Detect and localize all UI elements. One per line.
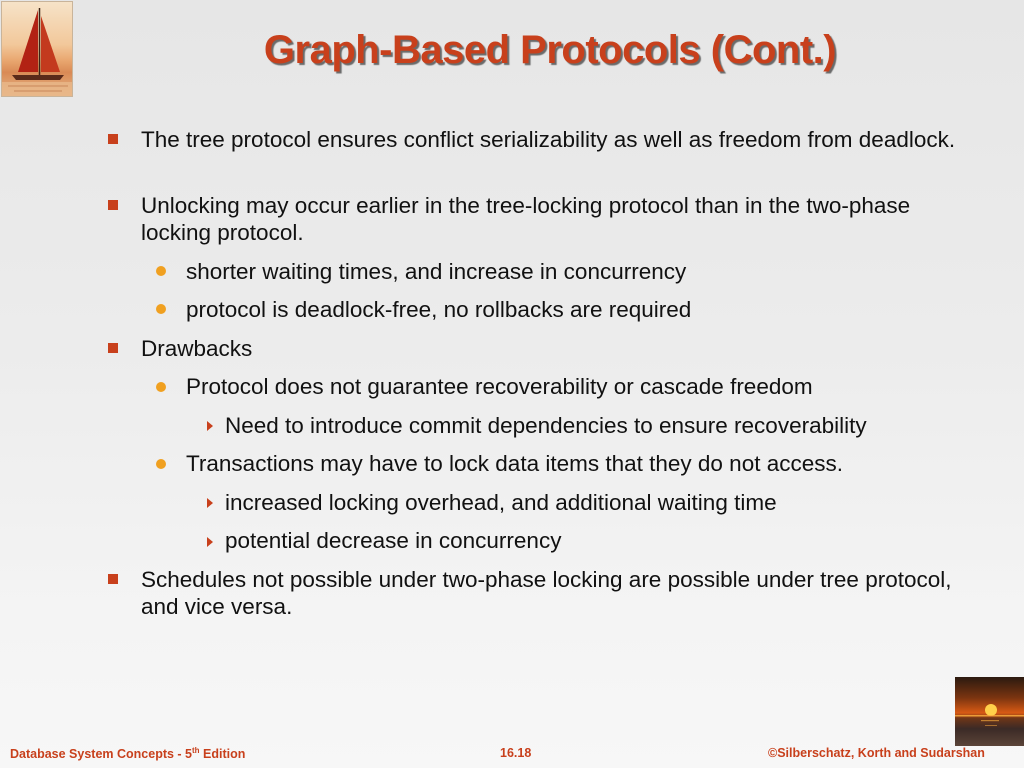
square-bullet-icon [108, 134, 118, 144]
sub-bullet-item: shorter waiting times, and increase in concurrency [186, 259, 687, 284]
bullet-item: Drawbacks [141, 336, 253, 361]
sub-bullet-item: protocol is deadlock-free, no rollbacks are required [186, 297, 692, 322]
arrow-bullet-icon [207, 421, 213, 431]
square-bullet-icon [108, 574, 118, 584]
sub-sub-bullet-item: Need to introduce commit dependencies to ensure recoverability [225, 413, 867, 438]
square-bullet-icon [108, 343, 118, 353]
sunset-image [955, 677, 1024, 746]
sub-sub-bullet-item: increased locking overhead, and additional waiting time [225, 490, 777, 515]
round-bullet-icon [156, 382, 166, 392]
arrow-bullet-icon [207, 498, 213, 508]
sun-icon [955, 677, 1024, 746]
footer-copyright: ©Silberschatz, Korth and Sudarshan [768, 746, 985, 760]
footer-book-title: Database System Concepts - 5th Edition [10, 746, 246, 762]
round-bullet-icon [156, 266, 166, 276]
bullet-item: The tree protocol ensures conflict serializability as well as freedom from deadlock. [141, 127, 956, 152]
arrow-bullet-icon [207, 537, 213, 547]
footer-page-number: 16.18 [500, 746, 532, 760]
sub-bullet-item: Protocol does not guarantee recoverability or cascade freedom [186, 374, 813, 399]
sub-sub-bullet-item: potential decrease in concurrency [225, 528, 562, 553]
sub-bullet-item: Transactions may have to lock data items that they do not access. [186, 451, 843, 476]
square-bullet-icon [108, 200, 118, 210]
slide-title: Graph-Based Protocols (Cont.) [263, 28, 837, 72]
bullet-item: Schedules not possible under two-phase locking are possible under tree protocol, and vice versa. [141, 567, 952, 619]
round-bullet-icon [156, 304, 166, 314]
round-bullet-icon [156, 459, 166, 469]
bullet-item: Unlocking may occur earlier in the tree-locking protocol than in the two-phase locking protocol. [141, 193, 911, 245]
